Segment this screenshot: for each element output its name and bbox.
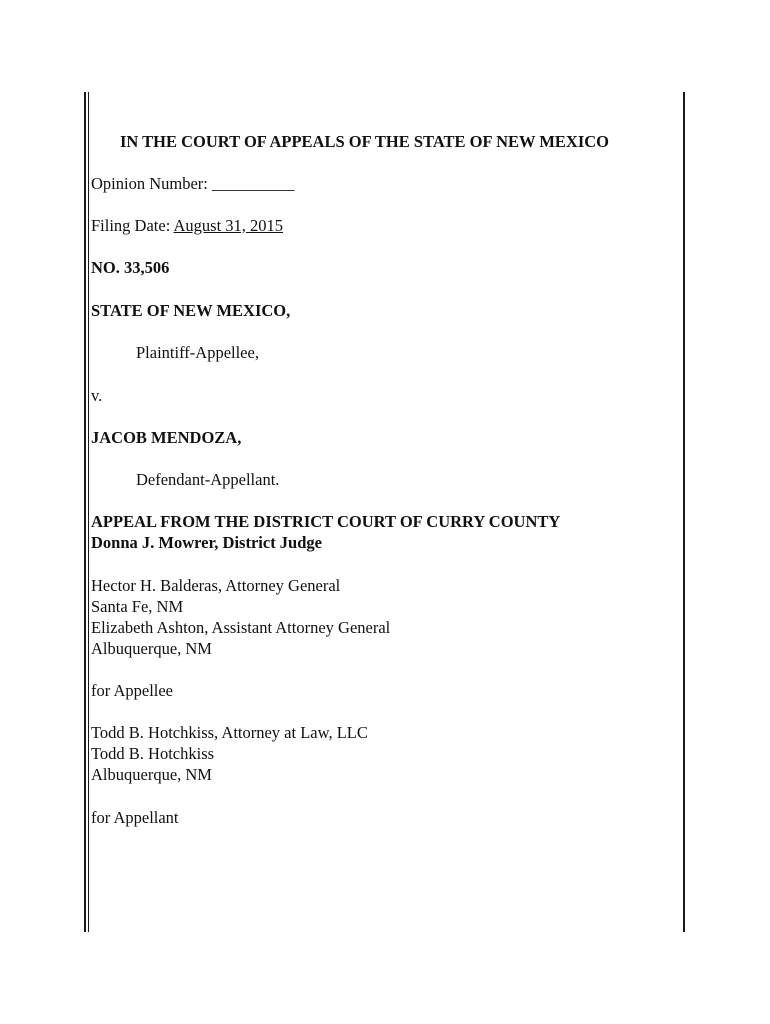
counsel-line: Albuquerque, NM: [91, 639, 212, 658]
district-judge-line: Donna J. Mowrer, District Judge: [91, 533, 322, 552]
filing-date-label: Filing Date:: [91, 216, 174, 235]
counsel-line: Santa Fe, NM: [91, 597, 184, 616]
for-appellee: for Appellee: [91, 681, 174, 700]
right-margin-rule: [683, 92, 685, 932]
left-margin-rule-inner: [88, 92, 89, 932]
appellant-counsel-block: [91, 722, 368, 785]
filing-date-value: August 31, 2015: [173, 216, 284, 235]
counsel-line: Todd B. Hotchkiss: [91, 744, 215, 763]
defendant-role: Defendant-Appellant.: [136, 470, 280, 489]
left-margin-rule: [84, 92, 86, 932]
counsel-line: Todd B. Hotchkiss, Attorney at Law, LLC: [91, 723, 368, 742]
counsel-line: Hector H. Balderas, Attorney General: [91, 576, 341, 595]
counsel-line: Albuquerque, NM: [91, 765, 212, 784]
for-appellant: for Appellant: [91, 808, 179, 827]
case-number: NO. 33,506: [91, 258, 170, 277]
defendant-name: JACOB MENDOZA,: [91, 428, 242, 447]
filing-date: [91, 215, 283, 236]
appeal-court-line: APPEAL FROM THE DISTRICT COURT OF CURRY COUNTY: [91, 512, 561, 531]
counsel-line: Elizabeth Ashton, Assistant Attorney General: [91, 618, 391, 637]
versus: v.: [91, 386, 103, 405]
appeal-caption: [91, 511, 560, 553]
opinion-number: [91, 173, 295, 194]
appellee-counsel-block: [91, 575, 390, 659]
court-title: IN THE COURT OF APPEALS OF THE STATE OF NEW MEXICO: [120, 132, 610, 151]
opinion-number-value: __________: [212, 174, 295, 193]
opinion-number-label: Opinion Number:: [91, 174, 212, 193]
plaintiff-role: Plaintiff-Appellee,: [136, 343, 259, 362]
plaintiff-name: STATE OF NEW MEXICO,: [91, 301, 291, 320]
